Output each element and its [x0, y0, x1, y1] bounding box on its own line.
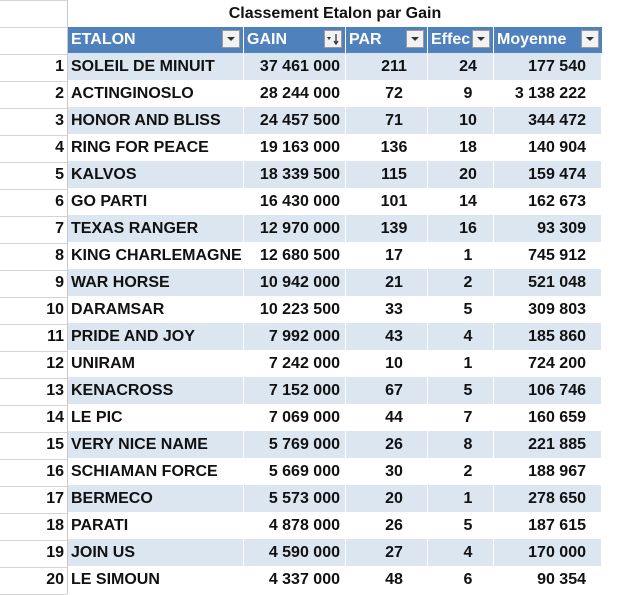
cell-effectif[interactable]: 1 — [463, 489, 473, 507]
gridline — [0, 567, 67, 568]
header-effectif-label: Effec — [431, 31, 471, 48]
cell-gain[interactable]: 4 337 000 — [268, 570, 340, 588]
gridline — [0, 81, 67, 82]
cell-par[interactable]: 136 — [380, 138, 408, 156]
cell-moyenne[interactable]: 3 138 222 — [514, 84, 586, 102]
row-number[interactable]: 18 — [46, 516, 64, 534]
cell-gain[interactable]: 12 680 500 — [259, 246, 340, 264]
table-row[interactable] — [68, 350, 602, 377]
row-number[interactable]: 14 — [46, 408, 64, 426]
gridline — [0, 324, 67, 325]
cell-effectif[interactable]: 6 — [463, 570, 473, 588]
cell-par[interactable]: 211 — [381, 57, 407, 75]
cell-effectif[interactable]: 5 — [463, 516, 473, 534]
row-number[interactable]: 4 — [55, 138, 64, 156]
cell-effectif[interactable]: 4 — [463, 327, 473, 345]
cell-etalon[interactable]: SCHIAMAN FORCE — [71, 462, 218, 480]
gridline — [0, 189, 67, 190]
cell-moyenne[interactable]: 93 309 — [537, 219, 586, 237]
cell-moyenne[interactable]: 159 474 — [528, 165, 586, 183]
row-number[interactable]: 9 — [55, 273, 64, 291]
cell-gain[interactable]: 16 430 000 — [259, 192, 340, 210]
gridline — [0, 513, 67, 514]
row-number[interactable]: 10 — [46, 300, 64, 318]
gridline — [0, 378, 67, 379]
cell-etalon[interactable]: TEXAS RANGER — [71, 219, 199, 237]
cell-effectif[interactable]: 2 — [463, 273, 473, 291]
cell-moyenne[interactable]: 724 200 — [528, 354, 586, 372]
cell-par[interactable]: 71 — [385, 111, 403, 129]
table-row[interactable] — [68, 431, 602, 458]
cell-effectif[interactable]: 9 — [463, 84, 473, 102]
gridline — [0, 108, 67, 109]
table-row[interactable] — [68, 539, 602, 566]
cell-etalon[interactable]: KING CHARLEMAGNE — [71, 246, 242, 264]
cell-effectif[interactable]: 10 — [459, 111, 477, 129]
header-par[interactable] — [346, 27, 427, 53]
gridline — [0, 351, 67, 352]
table-row[interactable] — [68, 485, 602, 512]
cell-gain[interactable]: 5 769 000 — [268, 435, 340, 453]
cell-etalon[interactable]: KENACROSS — [71, 381, 174, 399]
cell-moyenne[interactable]: 745 912 — [528, 246, 586, 264]
cell-moyenne[interactable]: 160 659 — [528, 408, 586, 426]
row-number[interactable]: 20 — [46, 570, 64, 588]
row-number[interactable]: 15 — [46, 435, 64, 453]
cell-etalon[interactable]: LE SIMOUN — [71, 570, 160, 588]
cell-etalon[interactable]: VERY NICE NAME — [71, 435, 208, 453]
gridline — [0, 432, 67, 433]
row-number[interactable]: 6 — [55, 192, 64, 210]
cell-moyenne[interactable]: 221 885 — [528, 435, 586, 453]
cell-effectif[interactable]: 5 — [463, 300, 473, 318]
cell-par[interactable]: 21 — [385, 273, 403, 291]
row-number[interactable]: 1 — [55, 57, 64, 75]
cell-moyenne[interactable]: 344 472 — [528, 111, 586, 129]
gridline — [0, 405, 67, 406]
cell-gain[interactable]: 7 992 000 — [268, 327, 340, 345]
cell-gain[interactable]: 4 878 000 — [268, 516, 340, 534]
cell-gain[interactable]: 5 669 000 — [268, 462, 340, 480]
row-number[interactable]: 5 — [55, 165, 64, 183]
table-row[interactable] — [68, 296, 602, 323]
cell-par[interactable]: 43 — [385, 327, 403, 345]
row-number[interactable]: 12 — [46, 354, 64, 372]
table-row[interactable] — [68, 215, 602, 242]
table-row[interactable] — [68, 242, 602, 269]
table-row[interactable] — [68, 188, 602, 215]
cell-par[interactable]: 27 — [385, 543, 403, 561]
cell-effectif[interactable]: 20 — [459, 165, 477, 183]
cell-par[interactable]: 10 — [385, 354, 403, 372]
cell-etalon[interactable]: LE PIC — [71, 408, 123, 426]
cell-par[interactable]: 139 — [380, 219, 408, 237]
cell-par[interactable]: 20 — [385, 489, 403, 507]
gridline — [0, 216, 67, 217]
cell-etalon[interactable]: JOIN US — [71, 543, 136, 561]
gridline — [0, 459, 67, 460]
cell-moyenne[interactable]: 188 967 — [528, 462, 586, 480]
cell-gain[interactable]: 28 244 000 — [259, 84, 340, 102]
cell-moyenne[interactable]: 521 048 — [528, 273, 586, 291]
table-row[interactable] — [68, 161, 602, 188]
cell-etalon[interactable]: WAR HORSE — [71, 273, 170, 291]
filter-dropdown-icon[interactable] — [472, 30, 490, 48]
table-row[interactable] — [68, 404, 602, 431]
row-number[interactable]: 16 — [46, 462, 64, 480]
gridline — [0, 54, 67, 55]
cell-etalon[interactable]: PARATI — [71, 516, 129, 534]
cell-gain[interactable]: 12 970 000 — [259, 219, 340, 237]
table-row[interactable] — [68, 566, 602, 593]
table-row[interactable] — [68, 512, 602, 539]
cell-par[interactable]: 72 — [385, 84, 403, 102]
header-etalon-label: ETALON — [71, 31, 136, 48]
cell-gain[interactable]: 18 339 500 — [259, 165, 340, 183]
cell-gain[interactable]: 37 461 000 — [259, 57, 340, 75]
cell-moyenne[interactable]: 170 000 — [528, 543, 586, 561]
cell-gain[interactable]: 7 242 000 — [268, 354, 340, 372]
empty-column[interactable] — [602, 0, 632, 594]
gridline — [0, 0, 67, 1]
cell-par[interactable]: 44 — [385, 408, 403, 426]
cell-gain[interactable]: 5 573 000 — [268, 489, 340, 507]
header-etalon[interactable] — [68, 27, 243, 53]
cell-moyenne[interactable]: 185 860 — [528, 327, 586, 345]
cell-par[interactable]: 115 — [381, 165, 407, 183]
table-title[interactable]: Classement Etalon par Gain — [228, 4, 442, 22]
filter-dropdown-icon[interactable] — [222, 30, 240, 48]
cell-moyenne[interactable]: 187 615 — [528, 516, 586, 534]
cell-moyenne[interactable]: 162 673 — [528, 192, 586, 210]
cell-par[interactable]: 48 — [385, 570, 403, 588]
cell-gain[interactable]: 19 163 000 — [259, 138, 340, 156]
filter-dropdown-icon[interactable] — [581, 30, 599, 48]
cell-par[interactable]: 26 — [385, 516, 403, 534]
cell-etalon[interactable]: HONOR AND BLISS — [71, 111, 221, 129]
gridline — [0, 540, 67, 541]
cell-etalon[interactable]: BERMECO — [71, 489, 153, 507]
cell-etalon[interactable]: KALVOS — [71, 165, 137, 183]
cell-effectif[interactable]: 7 — [463, 408, 473, 426]
gridline — [0, 135, 67, 136]
row-number[interactable]: 7 — [55, 219, 64, 237]
cell-moyenne[interactable]: 177 540 — [528, 57, 586, 75]
cell-par[interactable]: 101 — [380, 192, 408, 210]
filter-dropdown-icon[interactable] — [406, 30, 424, 48]
header-par-label: PAR — [349, 31, 382, 48]
cell-moyenne[interactable]: 278 650 — [528, 489, 586, 507]
row-number[interactable]: 8 — [55, 246, 64, 264]
cell-etalon[interactable]: PRIDE AND JOY — [71, 327, 195, 345]
cell-effectif[interactable]: 4 — [463, 543, 473, 561]
cell-etalon[interactable]: UNIRAM — [71, 354, 135, 372]
cell-etalon[interactable]: RING FOR PEACE — [71, 138, 209, 156]
row-number[interactable]: 13 — [46, 381, 64, 399]
cell-gain[interactable]: 10 223 500 — [259, 300, 340, 318]
table-row[interactable] — [68, 377, 602, 404]
sort-desc-filter-icon[interactable] — [324, 30, 342, 48]
row-number[interactable]: 19 — [46, 543, 64, 561]
table-row[interactable] — [68, 269, 602, 296]
gridline — [0, 27, 67, 28]
cell-gain[interactable]: 4 590 000 — [268, 543, 340, 561]
cell-gain[interactable]: 10 942 000 — [259, 273, 340, 291]
cell-effectif[interactable]: 2 — [463, 462, 473, 480]
cell-par[interactable]: 67 — [385, 381, 403, 399]
header-gain-label: GAIN — [247, 31, 287, 48]
row-number[interactable]: 3 — [55, 111, 64, 129]
cell-par[interactable]: 26 — [385, 435, 403, 453]
cell-moyenne[interactable]: 140 904 — [528, 138, 586, 156]
gridline — [0, 162, 67, 163]
gridline — [0, 297, 67, 298]
cell-etalon[interactable]: GO PARTI — [71, 192, 148, 210]
cell-effectif[interactable]: 24 — [459, 57, 477, 75]
row-number[interactable]: 17 — [46, 489, 64, 507]
cell-effectif[interactable]: 5 — [463, 381, 473, 399]
gridline — [0, 270, 67, 271]
cell-effectif[interactable]: 1 — [463, 354, 473, 372]
table-row[interactable] — [68, 134, 602, 161]
header-moyenne-label: Moyenne — [497, 31, 567, 48]
table-row[interactable] — [68, 80, 602, 107]
cell-par[interactable]: 30 — [385, 462, 403, 480]
row-number[interactable]: 11 — [47, 327, 64, 345]
header-effectif[interactable] — [428, 27, 493, 53]
gridline — [0, 486, 67, 487]
cell-par[interactable]: 17 — [385, 246, 403, 264]
cell-effectif[interactable]: 8 — [463, 435, 473, 453]
header-moyenne[interactable] — [494, 27, 602, 53]
cell-gain[interactable]: 7 152 000 — [268, 381, 340, 399]
cell-gain[interactable]: 7 069 000 — [268, 408, 340, 426]
table-row[interactable] — [68, 53, 602, 80]
table-row[interactable] — [68, 458, 602, 485]
cell-moyenne[interactable]: 106 746 — [528, 381, 586, 399]
cell-etalon[interactable]: DARAMSAR — [71, 300, 165, 318]
cell-par[interactable]: 33 — [385, 300, 403, 318]
header-gain[interactable] — [244, 27, 345, 53]
cell-etalon[interactable]: ACTINGINOSLO — [71, 84, 194, 102]
cell-effectif[interactable]: 1 — [463, 246, 473, 264]
cell-effectif[interactable]: 18 — [459, 138, 477, 156]
row-number[interactable]: 2 — [55, 84, 64, 102]
gridline — [0, 243, 67, 244]
cell-moyenne[interactable]: 309 803 — [528, 300, 586, 318]
table-row[interactable] — [68, 323, 602, 350]
cell-effectif[interactable]: 14 — [459, 192, 477, 210]
table-row[interactable] — [68, 107, 602, 134]
cell-moyenne[interactable]: 90 354 — [537, 570, 586, 588]
cell-gain[interactable]: 24 457 500 — [259, 111, 340, 129]
cell-effectif[interactable]: 16 — [459, 219, 477, 237]
cell-etalon[interactable]: SOLEIL DE MINUIT — [71, 57, 215, 75]
